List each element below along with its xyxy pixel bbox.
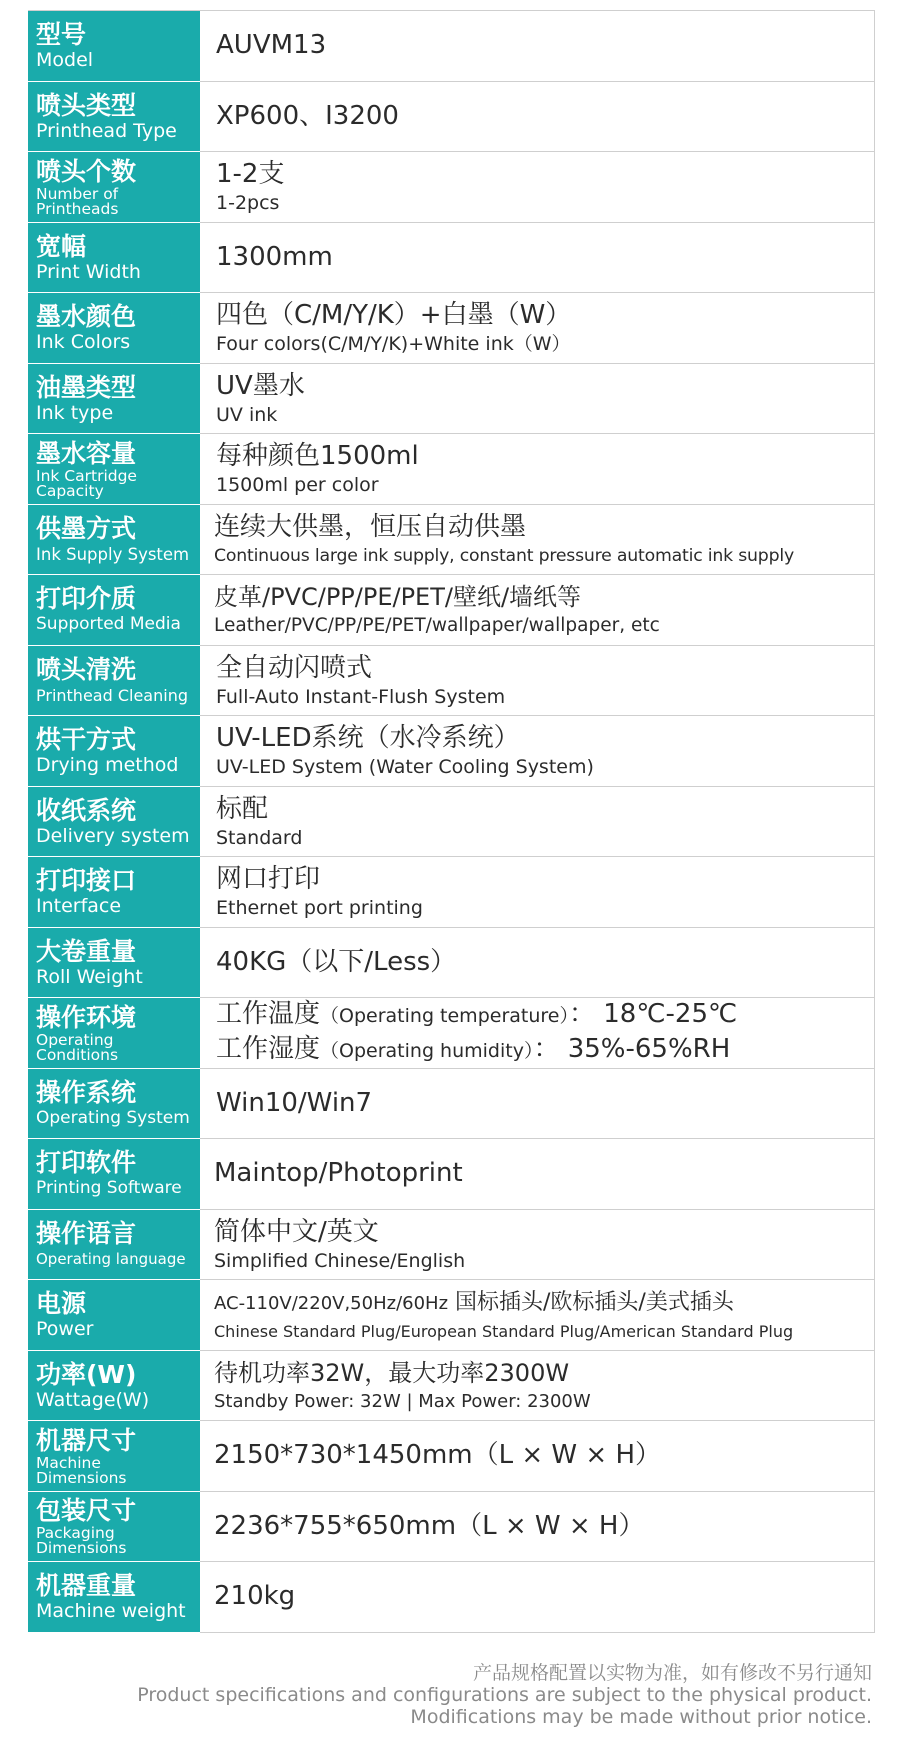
spec-row-ink-type xyxy=(28,364,875,435)
label-en: Operating language xyxy=(36,1249,186,1268)
value-text-en: Continuous large ink supply, constant pressure automatic ink supply xyxy=(214,545,794,566)
value-cell xyxy=(200,1421,874,1491)
label-en: Printing Software xyxy=(36,1178,182,1199)
label-cn: 操作环境 xyxy=(36,1002,137,1032)
value-text-en: Leather/PVC/PP/PE/PET/wallpaper/wallpaper, etc xyxy=(214,615,660,637)
value-cell xyxy=(200,575,874,645)
value-cell xyxy=(200,787,874,857)
label-en: Ink Supply System xyxy=(36,544,190,564)
spec-row-power xyxy=(28,1280,875,1351)
label-cell xyxy=(28,646,200,717)
spec-row-machine-weight xyxy=(28,1562,875,1633)
label-en: Ink type xyxy=(36,401,114,424)
label-en: Power xyxy=(36,1318,94,1341)
hum-value: ： 35%-65%RH xyxy=(533,1033,731,1064)
value-text-en: Full-Auto Instant-Flush System xyxy=(216,685,506,708)
spec-table xyxy=(28,10,875,1633)
label-cn: 打印接口 xyxy=(36,866,137,896)
value-text: 网口打印 xyxy=(216,864,321,895)
label-cell xyxy=(28,1210,200,1281)
label-en: Roll Weight xyxy=(36,965,143,988)
spec-row-machine-dimensions xyxy=(28,1421,875,1492)
label-cell xyxy=(28,152,200,223)
label-cell xyxy=(28,434,200,505)
label-en: Delivery system xyxy=(36,824,190,847)
label-en: Packaging Dimensions xyxy=(36,1524,127,1558)
label-cell xyxy=(28,716,200,787)
label-en: Drying method xyxy=(36,754,179,777)
value-text: 全自动闪喷式 xyxy=(216,652,373,683)
spec-row-supported-media xyxy=(28,575,875,646)
label-cn: 操作系统 xyxy=(36,1077,137,1107)
label-cn: 功率(W) xyxy=(36,1359,137,1389)
value-cell xyxy=(200,1562,874,1632)
spec-row-wattage xyxy=(28,1351,875,1422)
label-en: Operating Conditions xyxy=(36,1030,119,1064)
label-en: Model xyxy=(36,49,94,72)
spec-row-ink-colors xyxy=(28,293,875,364)
value-cell xyxy=(200,82,874,152)
label-cell xyxy=(28,1421,200,1492)
value-text: 待机功率32W，最大功率2300W xyxy=(214,1358,570,1387)
spec-row-printhead-cleaning xyxy=(28,646,875,717)
value-text: UV-LED系统（水冷系统） xyxy=(216,723,520,754)
label-en: Number of Printheads xyxy=(36,184,119,218)
label-cell xyxy=(28,787,200,858)
label-cell xyxy=(28,223,200,294)
spec-row-interface xyxy=(28,857,875,928)
temp-label-cn: 工作温度 xyxy=(216,998,321,1029)
label-cn: 包装尺寸 xyxy=(36,1496,137,1526)
footer-line-cn: 产品规格配置以实物为准，如有修改不另行通知 xyxy=(472,1662,872,1684)
value-text: UV墨水 xyxy=(216,370,305,401)
operating-humidity xyxy=(216,1033,874,1068)
spec-row-drying-method xyxy=(28,716,875,787)
label-cn: 喷头类型 xyxy=(36,90,137,120)
label-cn: 电源 xyxy=(36,1289,87,1319)
value-cell xyxy=(200,928,874,998)
label-cn: 大卷重量 xyxy=(36,936,137,966)
value-text-en: 1500ml per color xyxy=(216,474,379,497)
label-en: Machine Dimensions xyxy=(36,1453,127,1487)
value-cell xyxy=(200,1139,874,1209)
label-en: Printhead Type xyxy=(36,119,177,142)
label-cell xyxy=(28,1139,200,1210)
value-cell xyxy=(200,1351,874,1421)
label-cn: 油墨类型 xyxy=(36,372,137,402)
value-text: 1-2支 xyxy=(216,159,285,190)
value-cell xyxy=(200,434,874,504)
value-text: XP600、I3200 xyxy=(216,100,399,131)
value-text: 210kg xyxy=(214,1581,296,1612)
value-text-en: 1-2pcs xyxy=(216,192,280,215)
value-text: 标配 xyxy=(216,793,269,824)
label-cn: 机器重量 xyxy=(36,1571,137,1601)
label-cn: 宽幅 xyxy=(36,231,87,261)
label-cn: 喷头个数 xyxy=(36,156,137,186)
value-text: 简体中文/英文 xyxy=(214,1216,379,1247)
value-cell xyxy=(200,152,874,222)
value-text-en: Ethernet port printing xyxy=(216,897,423,920)
label-cn: 烘干方式 xyxy=(36,725,137,755)
value-text-en: UV-LED System (Water Cooling System) xyxy=(216,756,594,779)
label-en: Machine weight xyxy=(36,1600,186,1623)
value-text: 40KG（以下/Less） xyxy=(216,946,457,977)
label-cell xyxy=(28,1280,200,1351)
label-cn: 打印介质 xyxy=(36,584,137,614)
label-cell xyxy=(28,11,200,82)
value-text: 四色（C/M/Y/K）+白墨（W） xyxy=(216,300,572,331)
label-cn: 操作语言 xyxy=(36,1218,137,1248)
label-en: Ink Colors xyxy=(36,331,131,354)
spec-row-ink-supply xyxy=(28,505,875,576)
value-cell xyxy=(200,1069,874,1139)
label-cell xyxy=(28,82,200,153)
spec-row-delivery-system xyxy=(28,787,875,858)
value-text: 2236*755*650mm（L × W × H） xyxy=(214,1510,645,1541)
value-cell xyxy=(200,857,874,927)
footer-line-en-2: Modifications may be made without prior notice. xyxy=(410,1706,872,1728)
value-cell xyxy=(200,505,874,575)
label-en: Ink Cartridge Capacity xyxy=(36,466,137,500)
value-text: Win10/Win7 xyxy=(216,1087,373,1118)
label-cn: 机器尺寸 xyxy=(36,1425,137,1455)
spec-row-model xyxy=(28,11,875,82)
spec-row-packaging-dimensions xyxy=(28,1492,875,1563)
value-text: 每种颜色1500ml xyxy=(216,441,419,472)
value-cell xyxy=(200,716,874,786)
value-cell xyxy=(200,223,874,293)
value-text: 1300mm xyxy=(216,241,333,272)
label-en: Supported Media xyxy=(36,614,181,635)
footer-disclaimer xyxy=(137,1662,872,1728)
label-cn: 供墨方式 xyxy=(36,513,137,543)
value-cell xyxy=(200,1280,874,1350)
spec-row-roll-weight xyxy=(28,928,875,999)
label-cell xyxy=(28,364,200,435)
label-en: Wattage(W) xyxy=(36,1388,150,1411)
value-text: Maintop/Photoprint xyxy=(214,1158,463,1189)
value-text-en: Standby Power: 32W | Max Power: 2300W xyxy=(214,1390,591,1412)
value-cell xyxy=(200,1210,874,1280)
label-en: Printhead Cleaning xyxy=(36,685,188,705)
value-cell xyxy=(200,998,874,1068)
footer-line-en-1: Product specifications and configurations are subject to the physical product. xyxy=(137,1684,872,1706)
label-cn: 收纸系统 xyxy=(36,795,137,825)
label-cn: 墨水颜色 xyxy=(36,302,137,332)
value-text-en: Simplified Chinese/English xyxy=(214,1249,466,1272)
label-cell xyxy=(28,575,200,646)
spec-row-operating-system xyxy=(28,1069,875,1140)
spec-row-ink-capacity xyxy=(28,434,875,505)
value-text: 2150*730*1450mm（L × W × H） xyxy=(214,1440,661,1471)
label-en: Interface xyxy=(36,895,122,918)
spec-row-operating-language xyxy=(28,1210,875,1281)
label-cell xyxy=(28,1562,200,1633)
value-cell xyxy=(200,11,874,81)
label-cell xyxy=(28,505,200,576)
value-text-en: Four colors(C/M/Y/K)+White ink（W） xyxy=(216,333,571,356)
spec-row-operating-conditions xyxy=(28,998,875,1069)
label-en: Operating System xyxy=(36,1107,190,1128)
label-cell xyxy=(28,1351,200,1422)
value-cell xyxy=(200,364,874,434)
hum-label-cn: 工作湿度 xyxy=(216,1033,321,1064)
value-text: AUVM13 xyxy=(216,30,327,61)
label-cn: 墨水容量 xyxy=(36,438,137,468)
label-cn: 型号 xyxy=(36,20,87,50)
value-text-en: Chinese Standard Plug/European Standard Plug/American Standard Plug xyxy=(214,1321,794,1341)
value-cell xyxy=(200,1492,874,1562)
value-text-en: Standard xyxy=(216,826,303,849)
spec-row-printhead-count xyxy=(28,152,875,223)
hum-label-en: （Operating humidity） xyxy=(320,1039,534,1062)
power-value xyxy=(214,1286,874,1320)
plug-text: 国标插头/欧标插头/美式插头 xyxy=(448,1289,734,1315)
label-cell xyxy=(28,1069,200,1140)
spec-row-printhead-type xyxy=(28,82,875,153)
label-cell xyxy=(28,998,200,1069)
temp-label-en: （Operating temperature） xyxy=(320,1004,569,1027)
label-cell xyxy=(28,293,200,364)
label-cn: 打印软件 xyxy=(36,1148,137,1178)
label-cell xyxy=(28,857,200,928)
value-text: 连续大供墨，恒压自动供墨 xyxy=(214,511,527,542)
spec-row-print-width xyxy=(28,223,875,294)
value-cell xyxy=(200,646,874,716)
label-cn: 喷头清洗 xyxy=(36,654,137,684)
value-text-en: UV ink xyxy=(216,403,278,426)
value-cell xyxy=(200,293,874,363)
value-text: 皮革/PVC/PP/PE/PET/壁纸/墙纸等 xyxy=(214,583,582,612)
label-cell xyxy=(28,1492,200,1563)
voltage-text: AC-110V/220V,50Hz/60Hz xyxy=(214,1292,449,1314)
temp-value: ： 18℃-25℃ xyxy=(568,998,738,1029)
operating-temperature xyxy=(216,998,874,1033)
label-en: Print Width xyxy=(36,260,141,283)
label-cell xyxy=(28,928,200,999)
spec-row-printing-software xyxy=(28,1139,875,1210)
